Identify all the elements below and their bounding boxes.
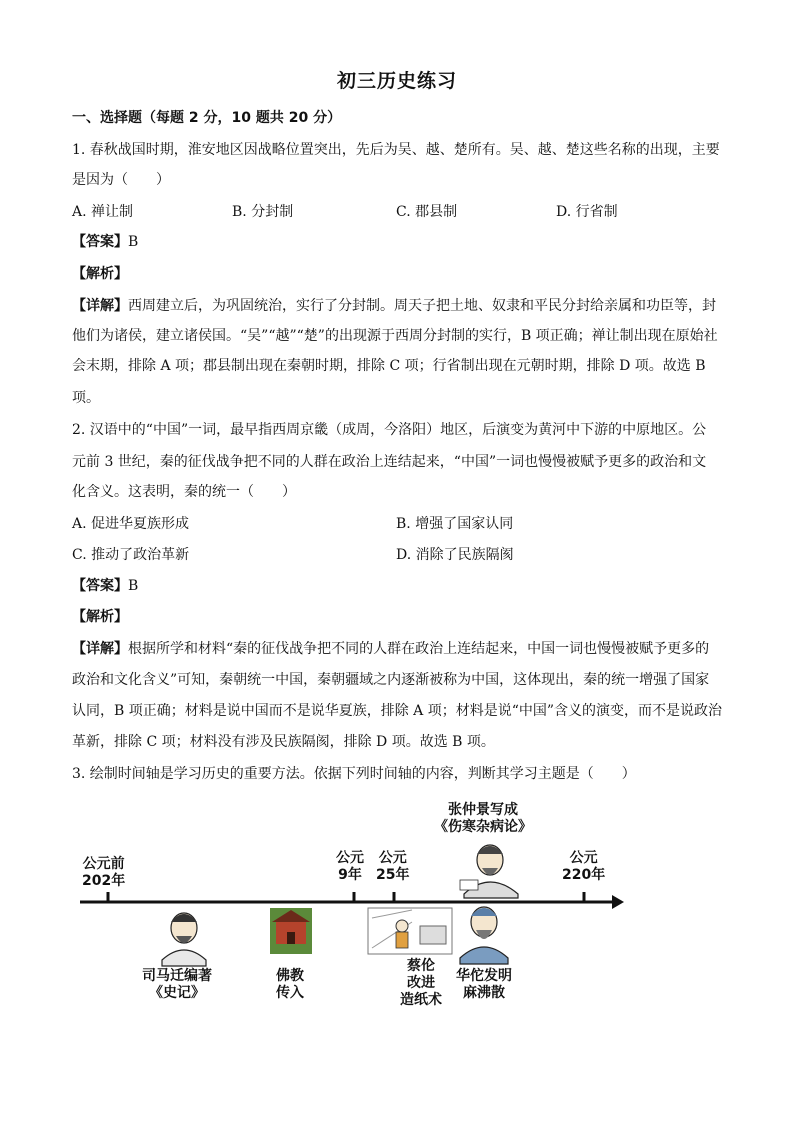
q1-detail-tag: 【详解】 [72, 298, 128, 314]
tick-label-line: 公元 [336, 850, 364, 866]
tick-label-line: 220年 [562, 867, 606, 883]
tick-label-220ad [562, 850, 605, 884]
event-label-line: 佛教 [276, 968, 304, 984]
tick-label-line: 25年 [376, 867, 410, 883]
event-label-line: 《伤寒杂病论》 [434, 819, 532, 835]
q1-detail-text-1: 西周建立后，为巩固统治，实行了分封制。周天子把土地、奴隶和平民分封给亲属和功臣等，封 [128, 298, 716, 314]
q1-detail-line-2: 他们为诸侯，建立诸侯国。“吴”“越”“楚”的出现源于西周分封制的实行，B 项正确；禅让制出现在原始社 [72, 328, 718, 344]
tick-label-line: 9年 [338, 867, 362, 883]
sima-qian-portrait [162, 913, 206, 966]
page-title: 初三历史练习 [336, 70, 457, 92]
q2-option-d: D. 消除了民族隔阂 [396, 547, 514, 563]
q1-detail-line-4: 项。 [72, 390, 100, 406]
q1-answer-tag: 【答案】 [72, 234, 128, 250]
tick-label-line: 公元 [378, 850, 407, 866]
q1-analysis-tag: 【解析】 [72, 266, 128, 282]
q1-option-b: B. 分封制 [232, 204, 294, 220]
tick-label-line: 202年 [82, 873, 126, 889]
event-label-line: 华佗发明 [456, 968, 512, 984]
cai-lun-scene [368, 908, 452, 954]
q2-detail-tag: 【详解】 [72, 641, 128, 657]
tick-label-9ad [336, 850, 364, 884]
q1-detail-line-1 [72, 296, 724, 316]
event-label-line: 改进 [407, 975, 435, 991]
q2-answer-tag: 【答案】 [72, 578, 128, 594]
q2-detail-line-3: 认同，B 项正确；材料是说中国而不是说华夏族，排除 A 项；材料是说“中国”含义的演变，而不是说政治 [72, 703, 723, 719]
q2-stem-line-2: 元前 3 世纪，秦的征伐战争把不同的人群在政治上连结起来，“中国”一词也慢慢被赋予更多的政治和文 [72, 454, 707, 470]
q3-stem: 3. 绘制时间轴是学习历史的重要方法。依据下列时间轴的内容，判断其学习主题是（ ） [72, 766, 636, 782]
q2-detail-text-1: 根据所学和材料“秦的征伐战争把不同的人群在政治上连结起来，中国一词也慢慢被赋予更多的 [128, 641, 710, 657]
q2-option-a: A. 促进华夏族形成 [72, 516, 190, 532]
q1-detail-line-3: 会末期，排除 A 项；郡县制出现在秦朝时期，排除 C 项；行省制出现在元朝时期，排除 D 项。故选 B [72, 358, 706, 374]
event-label-line: 麻沸散 [463, 985, 505, 1001]
event-label-line: 传入 [276, 985, 304, 1001]
q2-stem-line-1: 2. 汉语中的“中国”一词，最早指西周京畿（成周，今洛阳）地区，后演变为黄河中下游的中原地区。公 [72, 422, 707, 438]
zhang-zhongjing-portrait [460, 845, 518, 898]
q2-option-b: B. 增强了国家认同 [396, 516, 514, 532]
q2-analysis-tag: 【解析】 [72, 609, 128, 625]
event-label-shiji [142, 968, 212, 1002]
event-label-line: 司马迁编著 [142, 968, 212, 984]
q1-answer-value: B [128, 234, 139, 250]
section-heading: 一、选择题（每题 2 分，10 题共 20 分） [72, 110, 342, 126]
tick-label-line: 公元前 [82, 856, 125, 872]
temple-photo [270, 908, 312, 954]
q1-option-a: A. 禅让制 [72, 204, 134, 220]
timeline-figure [72, 802, 652, 1018]
q2-stem-line-3: 化含义。这表明，秦的统一（ ） [72, 484, 296, 500]
q2-detail-line-1 [72, 639, 724, 659]
tick-label-25ad [376, 850, 409, 884]
event-label-line: 《史记》 [149, 985, 205, 1001]
tick-label-202bc [82, 856, 125, 890]
q1-stem-line-1: 1. 春秋战国时期，淮安地区因战略位置突出，先后为吴、越、楚所有。吴、越、楚这些名称的出现，主要 [72, 142, 720, 158]
tick-label-line: 公元 [569, 850, 598, 866]
q2-option-c: C. 推动了政治革新 [72, 547, 190, 563]
q1-stem-line-2: 是因为（ ） [72, 172, 170, 188]
hua-tuo-portrait [460, 907, 508, 964]
event-label-line: 蔡伦 [407, 958, 435, 974]
q1-option-d: D. 行省制 [556, 204, 618, 220]
event-label-line: 造纸术 [400, 992, 442, 1008]
q2-detail-line-2: 政治和文化含义”可知，秦朝统一中国，秦朝疆域之内逐渐被称为中国，这体现出，秦的统一增强了国家 [72, 672, 710, 688]
q2-answer [72, 576, 724, 596]
q2-answer-value: B [128, 578, 139, 594]
q1-answer [72, 232, 724, 252]
q1-option-c: C. 郡县制 [396, 204, 458, 220]
event-label-papermaking [400, 958, 442, 1009]
timeline-arrowhead [612, 895, 624, 909]
event-label-buddhism [276, 968, 304, 1002]
q2-detail-line-4: 革新，排除 C 项；材料没有涉及民族隔阂，排除 D 项。故选 B 项。 [72, 734, 495, 750]
event-label-mafeisan [456, 968, 512, 1002]
event-label-shanghan [434, 802, 532, 836]
event-label-line: 张仲景写成 [448, 802, 518, 818]
